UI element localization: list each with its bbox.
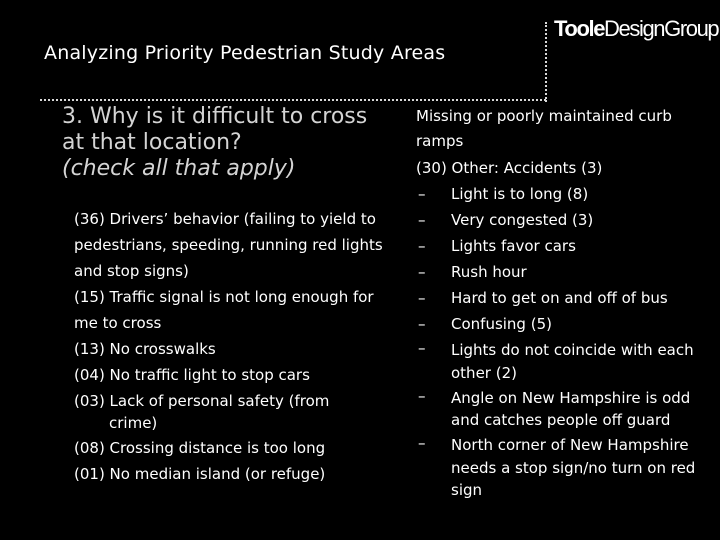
horizontal-dotted-divider	[40, 99, 546, 101]
dash-bullet: –	[418, 339, 426, 357]
dash-bullet: –	[418, 211, 426, 229]
list-item-text: Lights favor cars	[451, 237, 576, 255]
list-item	[416, 233, 716, 259]
list-item	[416, 311, 716, 337]
list-item	[416, 385, 716, 433]
vertical-dotted-divider	[545, 22, 547, 102]
list-item-text: Confusing (5)	[451, 315, 552, 333]
dash-bullet: –	[418, 289, 426, 307]
list-item: (15) Traffic signal is not long enough for me to cross	[74, 288, 374, 332]
list-item-text: Light is to long (8)	[451, 185, 589, 203]
other-list	[416, 181, 716, 502]
list-item-text: Rush hour	[451, 263, 527, 281]
list-item	[416, 285, 716, 311]
list-item: (01) No median island (or refuge)	[74, 465, 326, 483]
page-title: Analyzing Priority Pedestrian Study Areas	[44, 42, 446, 64]
response-list	[74, 206, 384, 487]
question-instruction: (check all that apply)	[62, 156, 296, 181]
list-item-text: North corner of New Hampshire needs a stop sign/no turn on red sign	[451, 436, 696, 499]
list-item-text: Angle on New Hampshire is odd and catches people off guard	[451, 388, 691, 429]
list-item-text: Lights do not coincide with each other (2)	[451, 341, 694, 382]
list-item: (36) Drivers’ behavior (failing to yield to pedestrians, speeding, running red lights and stop signs)	[74, 210, 383, 280]
response-intro: Missing or poorly maintained curb ramps	[416, 107, 672, 150]
list-item-text: (03) Lack of personal safety (from	[74, 392, 330, 410]
question-text: 3. Why is it difficult to cross at that location?	[62, 104, 368, 155]
list-item	[416, 432, 716, 502]
list-item: (13) No crosswalks	[74, 340, 216, 358]
dash-bullet: –	[418, 185, 426, 203]
survey-question	[62, 104, 392, 182]
list-item-text: Hard to get on and off of bus	[451, 289, 668, 307]
list-item	[416, 181, 716, 207]
logo-regular-text: DesignGroup	[604, 16, 719, 41]
list-item	[416, 337, 716, 385]
list-item: (04) No traffic light to stop cars	[74, 366, 310, 384]
list-item-continuation: crime)	[109, 414, 158, 432]
list-item-text: Very congested (3)	[451, 211, 594, 229]
dash-bullet: –	[418, 315, 426, 333]
dash-bullet: –	[418, 263, 426, 281]
other-header: (30) Other: Accidents (3)	[416, 159, 603, 177]
list-item: (08) Crossing distance is too long	[74, 439, 326, 457]
company-logo	[554, 16, 718, 42]
list-item	[74, 388, 384, 435]
other-responses	[416, 104, 716, 502]
dash-bullet: –	[418, 434, 426, 452]
logo-bold-text: Toole	[554, 16, 605, 41]
dash-bullet: –	[418, 386, 426, 405]
list-item	[416, 207, 716, 233]
list-item	[416, 259, 716, 285]
dash-bullet: –	[418, 237, 426, 255]
